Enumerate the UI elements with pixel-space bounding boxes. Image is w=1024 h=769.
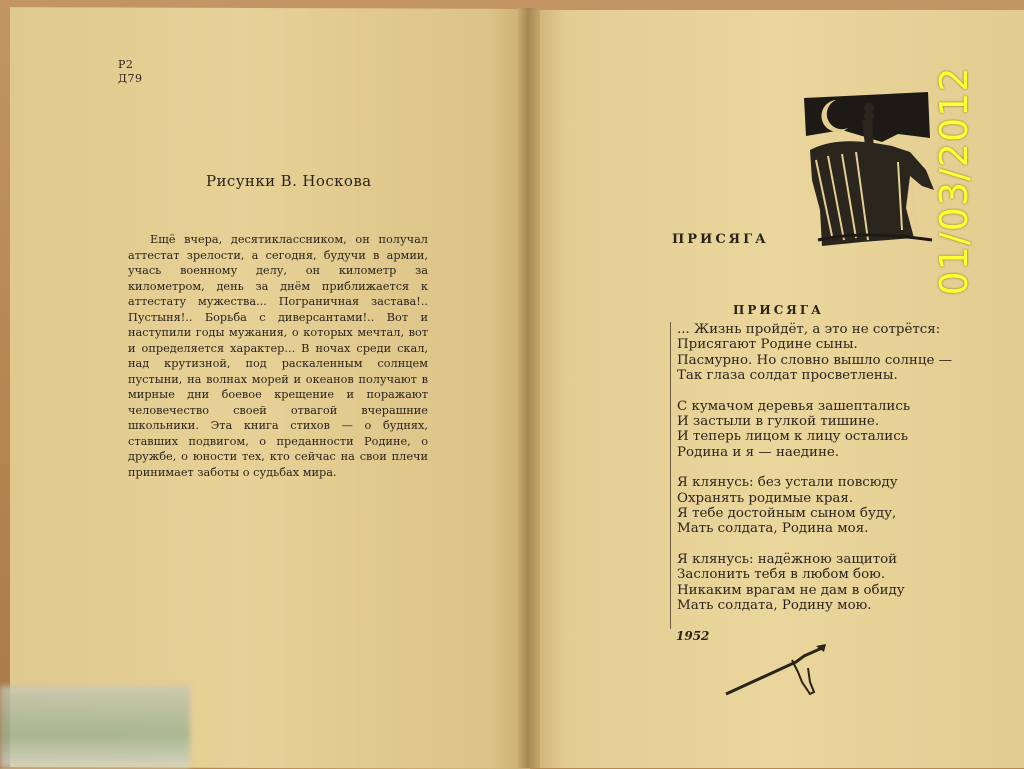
catalog-line-2: Д79: [118, 72, 143, 85]
book-blurb: [128, 232, 428, 480]
poem-line: Никаким врагам не дам в обиду: [677, 582, 905, 598]
soldier-rider-illustration: [802, 90, 938, 250]
photo-date-text: 01/03/2012: [932, 65, 976, 296]
book-gutter: [518, 8, 540, 768]
poem-body: [670, 322, 952, 629]
poem-line: Я тебе достойным сыном буду,: [677, 506, 897, 522]
catalog-line-1: Р2: [118, 58, 134, 71]
poem-year: 1952: [676, 629, 710, 643]
poem-line: С кумачом деревья зашептались: [677, 398, 911, 414]
rifle-sketch: [722, 642, 832, 702]
photo-date-stamp: [932, 65, 976, 296]
poem-line: Мать солдата, Родина моя.: [677, 521, 869, 537]
stanza: [677, 399, 952, 461]
poem-line: Заслонить тебя в любом бою.: [677, 567, 886, 583]
poem-line: Мать солдата, Родину мою.: [677, 598, 872, 614]
poem-line: Родина и я — наедине.: [677, 444, 840, 460]
illustrator-credit: Рисунки В. Носкова: [206, 172, 372, 190]
poem-line: Я клянусь: без устали повсюду: [677, 475, 898, 491]
blurred-corner: [0, 686, 190, 768]
stanza: [677, 475, 952, 537]
catalog-number: [118, 58, 142, 86]
stanza: [677, 552, 952, 614]
poem-line: Пасмурно. Но словно вышло солнце —: [677, 352, 953, 368]
poem-title: ПРИСЯГА: [733, 303, 824, 317]
blurb-paragraph: Ещё вчера, десятиклассником, он получал аттестат зрелости, а сегодня, будучи в армии, учась военному делу, он километр за километром, день за днём приближается к аттестату мужества... Пограничная застава!.. Пустыня!.. Борьба с диверсантами!.. Вот и наступили годы мужания, о которых мечтал, вот и определяется характер... В ночах среди скал, над крутизной, под раскаленным солнцем пустыни, на волнах морей и океанов получают в мирные дни боевое крещение и поражают человечество своей отвагой вчерашние школьники. Эта книга стихов — о буднях, ставших подвигом, о преданности Родине, о дружбе, о юности тех, кто сейчас на свои плечи принимает заботы о судьбах мира.: [128, 233, 428, 479]
poem-line: Присягают Родине сыны.: [677, 337, 858, 353]
poem-line: И теперь лицом к лицу остались: [677, 429, 908, 445]
stanza: [677, 322, 952, 384]
poem-line: Так глаза солдат просветлены.: [677, 368, 898, 384]
poem-line: ... Жизнь пройдёт, а это не сотрётся:: [677, 322, 941, 337]
poem-line: Я клянусь: надёжною защитой: [677, 551, 898, 567]
poem-line: Охранять родимые края.: [677, 490, 854, 506]
poem-line: И застыли в гулкой тишине.: [677, 414, 880, 430]
section-title: ПРИСЯГА: [672, 232, 769, 247]
